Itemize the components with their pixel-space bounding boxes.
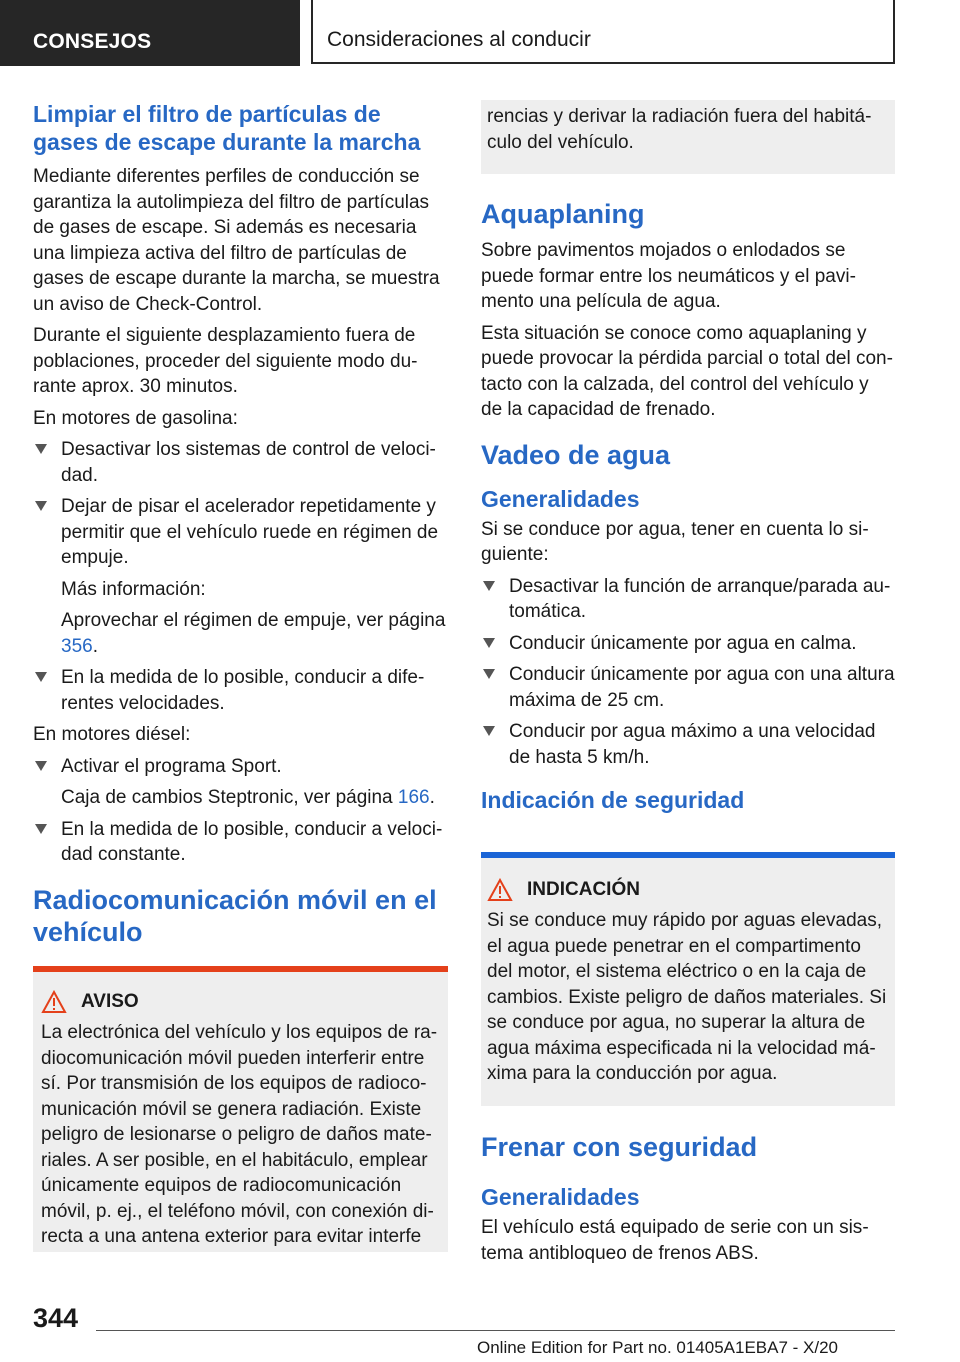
edition-note: Online Edition for Part no. 01405A1EBA7 - X/20 bbox=[477, 1338, 839, 1357]
list-item: Conducir por agua máximo a una velocidad de hasta 5 km/h. bbox=[481, 719, 895, 770]
heading-limpiar-filtro: Limpiar el filtro de partículas de gases de escape durante la marcha bbox=[33, 101, 421, 155]
list-item: En la medida de lo posible, conducir a velocidad constante. bbox=[33, 817, 448, 868]
cross-reference: Caja de cambios Steptronic, ver página 166. bbox=[61, 787, 435, 808]
list-item: Dejar de pisar el acelerador repetidamente y permitir que el vehículo ruede en régimen de empuje. bbox=[33, 494, 448, 571]
warning-title: AVISO bbox=[41, 990, 440, 1014]
list-item: En la medida de lo posible, conducir a diferentes velocidades. bbox=[33, 665, 448, 716]
list-item: Desactivar la función de arranque/parada automática. bbox=[481, 574, 895, 625]
right-column-bottom bbox=[481, 1131, 895, 1272]
paragraph: Más información: bbox=[61, 578, 206, 600]
bullet-triangle-icon bbox=[35, 672, 47, 682]
chapter-header bbox=[311, 0, 895, 64]
heading-indicacion-seguridad: Indicación de seguridad bbox=[481, 787, 745, 813]
list-item: Conducir únicamente por agua con una altura máxima de 25 cm. bbox=[481, 662, 895, 713]
heading-generalidades: Generalidades bbox=[481, 485, 640, 512]
list-item: Desactivar los sistemas de control de velocidad. bbox=[33, 437, 448, 488]
paragraph: Si se conduce por agua, tener en cuenta lo siguiente: bbox=[481, 518, 869, 565]
bullet-triangle-icon bbox=[35, 824, 47, 834]
paragraph: En motores de gasolina: bbox=[33, 407, 238, 429]
bullet-triangle-icon bbox=[35, 761, 47, 771]
cross-reference: Aprovechar el régimen de empuje, ver página 356. bbox=[61, 610, 446, 657]
right-column bbox=[481, 198, 895, 814]
list-item: Activar el programa Sport. bbox=[33, 754, 448, 780]
notice-title: INDICACIÓN bbox=[487, 878, 889, 902]
bullet-triangle-icon bbox=[483, 726, 495, 736]
bullet-triangle-icon bbox=[483, 638, 495, 648]
section-title: CONSEJOS bbox=[33, 30, 152, 53]
paragraph: En motores diésel: bbox=[33, 724, 191, 745]
paragraph: Durante el siguiente desplazamiento fuera de poblaciones, proceder del siguiente modo durante aprox. 30 minutos. bbox=[33, 325, 418, 397]
bullet-triangle-icon bbox=[35, 501, 47, 511]
notice-text: Si se conduce muy rápido por aguas elevadas, el agua puede penetrar en el compartimento del motor, el sistema eléctrico o en la caja de cambios. Existe peligro de daños materiales. Si se conduce por agua, no superar la altura de agua máxima especificada ni la velocidad máxima para la conducción por agua. bbox=[487, 910, 887, 1084]
footer-divider bbox=[96, 1330, 895, 1331]
warning-text: rencias y derivar la radiación fuera del habitáculo del vehículo. bbox=[487, 106, 872, 153]
heading-generalidades: Generalidades bbox=[481, 1184, 640, 1210]
heading-vadeo: Vadeo de agua bbox=[481, 439, 671, 470]
chapter-title: Consideraciones al conducir bbox=[327, 28, 591, 51]
warning-triangle-icon bbox=[41, 990, 67, 1014]
page-link[interactable]: 356 bbox=[61, 635, 93, 657]
page-link[interactable]: 166 bbox=[397, 787, 430, 808]
bullet-triangle-icon bbox=[483, 669, 495, 679]
section-tab bbox=[0, 0, 300, 66]
paragraph: Esta situación se conoce como aquaplaning y puede provocar la pérdida parcial o total del contacto con la calzada, del control del vehículo y de la capacidad de frenado. bbox=[481, 322, 893, 420]
paragraph: Mediante diferentes perfiles de conducción se garantiza la autolimpieza del filtro de partículas de gases de escape. Si además es necesaria una limpieza activa del filtro de partículas de gases de escape durante la marcha, se muestra un aviso de Check-Control. bbox=[33, 166, 440, 315]
notice-box bbox=[481, 858, 895, 1106]
heading-aquaplaning: Aquaplaning bbox=[481, 199, 645, 229]
paragraph: El vehículo está equipado de serie con un sistema antibloqueo de frenos ABS. bbox=[481, 1217, 869, 1264]
heading-frenar: Frenar con seguridad bbox=[481, 1132, 758, 1162]
heading-radiocomunicacion: Radiocomunicación móvil en el vehículo bbox=[33, 884, 437, 947]
paragraph: Sobre pavimentos mojados o enlodados se puede formar entre los neumáticos y el pavimento una película de agua. bbox=[481, 240, 856, 312]
page-number: 344 bbox=[33, 1303, 79, 1333]
left-column bbox=[33, 100, 448, 948]
warning-text: La electrónica del vehículo y los equipos de radiocomunicación móvil pueden interferir entre sí. Por transmisión de los equipos de radiocomunicación móvil se genera radiación. Existe peligro de lesionarse o peligro de daños materiales. A ser posible, en el habitáculo, emplear únicamente equipos de radiocomunicación móvil, p. ej., el teléfono móvil, con conexión directa a una antena exterior para evitar interfe bbox=[41, 1022, 438, 1247]
warning-box bbox=[33, 972, 448, 1252]
warning-triangle-icon bbox=[487, 878, 513, 902]
bullet-triangle-icon bbox=[483, 581, 495, 591]
bullet-triangle-icon bbox=[35, 444, 47, 454]
list-item: Conducir únicamente por agua en calma. bbox=[481, 631, 895, 657]
warning-box-continued bbox=[481, 100, 895, 174]
